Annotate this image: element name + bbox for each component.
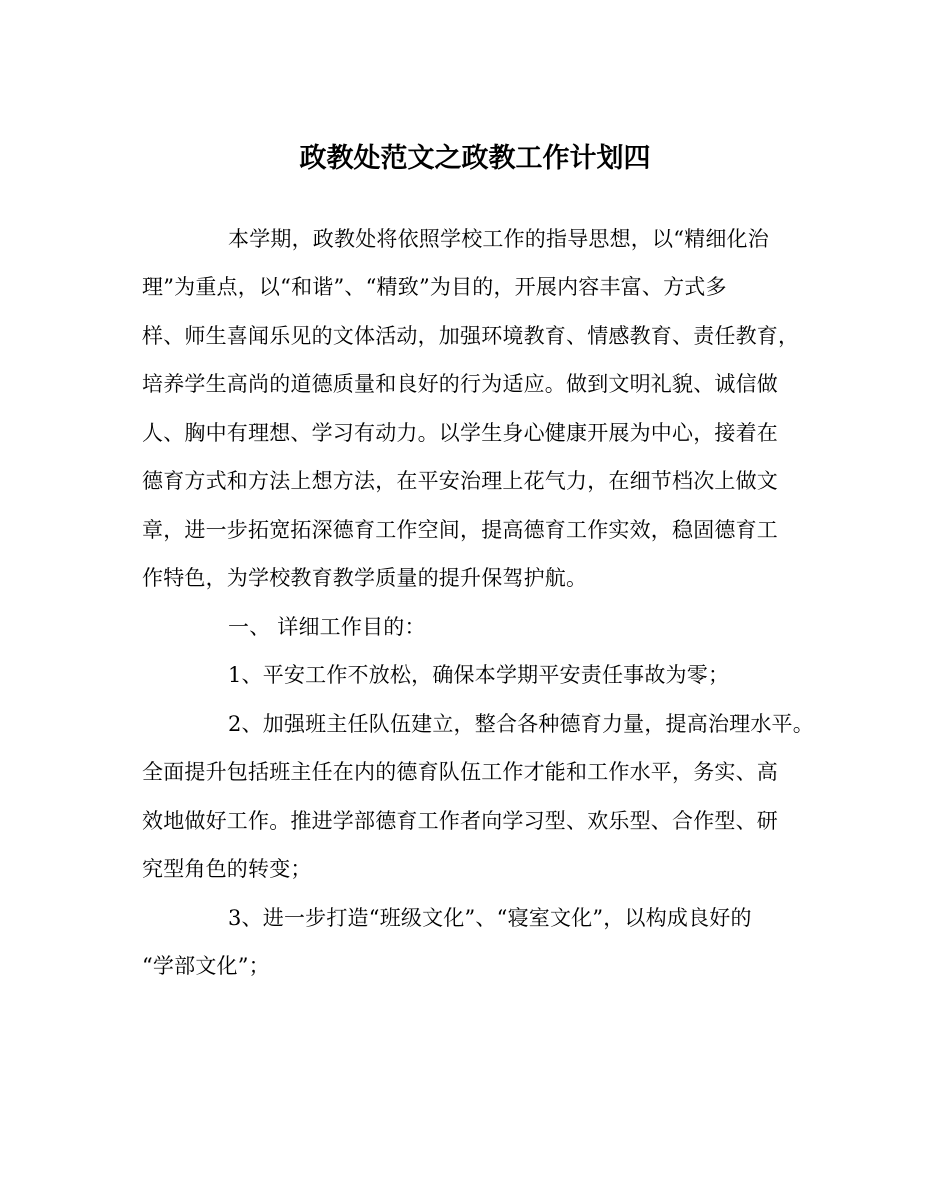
paragraph-line: 章，进一步拓宽拓深德育工作空间，提高德育工作实效，稳固德育工 [142,518,778,542]
paragraph-line: “学部文化”； [142,954,270,978]
paragraph-line: 全面提升包括班主任在内的德育队伍工作才能和工作水平，务实、高 [142,760,778,784]
paragraph-line: 作特色，为学校教育教学质量的提升保驾护航。 [142,566,588,590]
paragraph-line: 培养学生高尚的道德质量和良好的行为适应。做到文明礼貌、诚信做 [142,372,778,396]
paragraph-line: 效地做好工作。推进学部德育工作者向学习型、欢乐型、合作型、研 [142,809,778,833]
list-item: 2、加强班主任队伍建立，整合各种德育力量，提高治理水平。 [228,712,814,736]
paragraph-line: 人、胸中有理想、学习有动力。以学生身心健康开展为中心，接着在 [142,421,778,445]
document-title: 政教处范文之政教工作计划四 [299,143,651,174]
list-item: 1、平安工作不放松，确保本学期平安责任事故为零； [228,663,730,687]
paragraph-line: 理”为重点，以“和谐”、“精致”为目的，开展内容丰富、方式多 [142,275,727,299]
list-item: 3、进一步打造“班级文化”、“寝室文化”，以构成良好的 [228,906,752,930]
paragraph-line: 样、师生喜闻乐见的文体活动，加强环境教育、情感教育、责任教育， [142,324,800,348]
paragraph-line: 德育方式和方法上想方法，在平安治理上花气力，在细节档次上做文 [142,469,778,493]
paragraph-line: 本学期，政教处将依照学校工作的指导思想，以“精细化治 [228,227,769,251]
section-heading: 一、 详细工作目的： [228,615,426,639]
paragraph-line: 究型角色的转变； [142,857,312,881]
